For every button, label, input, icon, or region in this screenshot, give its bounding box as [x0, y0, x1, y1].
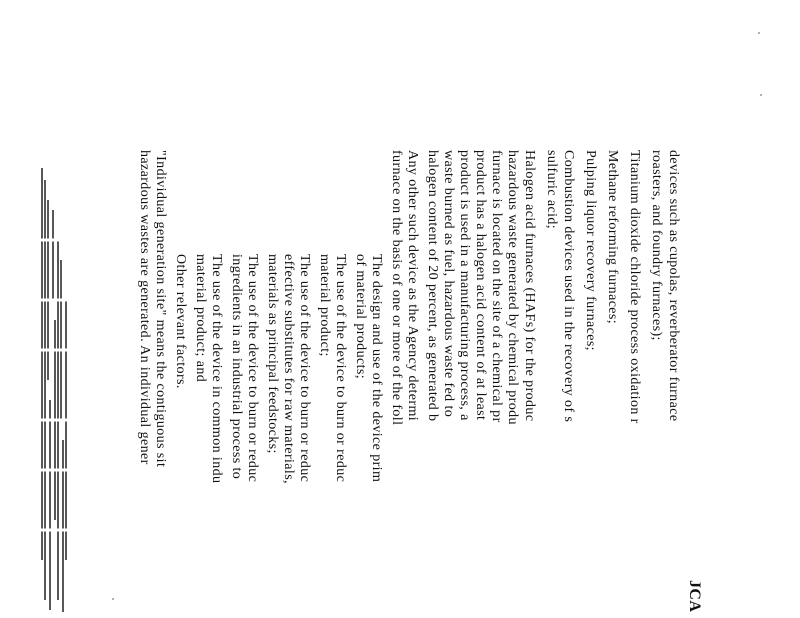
- text-line: The use of the device to burn or reduc: [245, 254, 260, 483]
- text-line: hazardous wastes are generated. An individual gener: [137, 150, 152, 465]
- text-line: of material products;: [353, 254, 368, 380]
- scan-speck: [760, 94, 762, 96]
- text-line: Methane reforming furnaces;: [605, 150, 620, 325]
- text-line: Other relevant factors.: [173, 254, 188, 389]
- text-line: product is used in a manufacturing process, a: [457, 150, 472, 421]
- text-line: effective substitutes for raw materials,: [281, 254, 296, 484]
- text-line: ingredients in an industrial process to: [229, 254, 244, 480]
- text-line: hazardous waste generated by chemical produ: [505, 150, 520, 425]
- text-line: Titanium dioxide chloride process oxidation r: [627, 150, 642, 424]
- text-line: material product;: [317, 254, 332, 357]
- text-line: "Individual generation site" means the contiguous sit: [153, 150, 168, 468]
- text-line: materials as principal feedstocks;: [265, 254, 280, 454]
- text-line: devices such as cupolas, reverberator furnace: [666, 150, 681, 422]
- text-line: The design and use of the device prim: [369, 254, 384, 483]
- scan-speck: [758, 32, 760, 34]
- scan-speck: [112, 598, 114, 600]
- text-line: halogen content of 20 percent, as generated b: [425, 150, 440, 422]
- text-line: product has a halogen acid content of at least: [473, 150, 488, 421]
- text-line: Any other such device as the Agency determi: [405, 150, 420, 422]
- text-line: Pulping liquor recovery furnaces;: [583, 150, 598, 351]
- text-line: furnace on the basis of one or more of the foll: [389, 150, 404, 426]
- text-line: The use of the device in common indu: [209, 254, 224, 484]
- text-line: Combustion devices used in the recovery of s: [561, 150, 576, 423]
- text-line: Halogen acid furnaces (HAFs) for the produc: [522, 150, 537, 422]
- scan-binding-edge: [0, 0, 80, 618]
- text-line: roasters, and foundry furnaces);: [649, 150, 664, 341]
- text-line: The use of the device to burn or reduc: [333, 254, 348, 483]
- running-head: JCA: [686, 580, 703, 613]
- text-line: sulfuric acid;: [544, 150, 559, 230]
- text-line: waste burned as fuel, hazardous waste fed to: [441, 150, 456, 418]
- text-line: material product; and: [193, 254, 208, 383]
- text-line: The use of the device to burn or reduc: [297, 254, 312, 483]
- text-line: furnace is located on the site of a chemical pr: [489, 150, 504, 423]
